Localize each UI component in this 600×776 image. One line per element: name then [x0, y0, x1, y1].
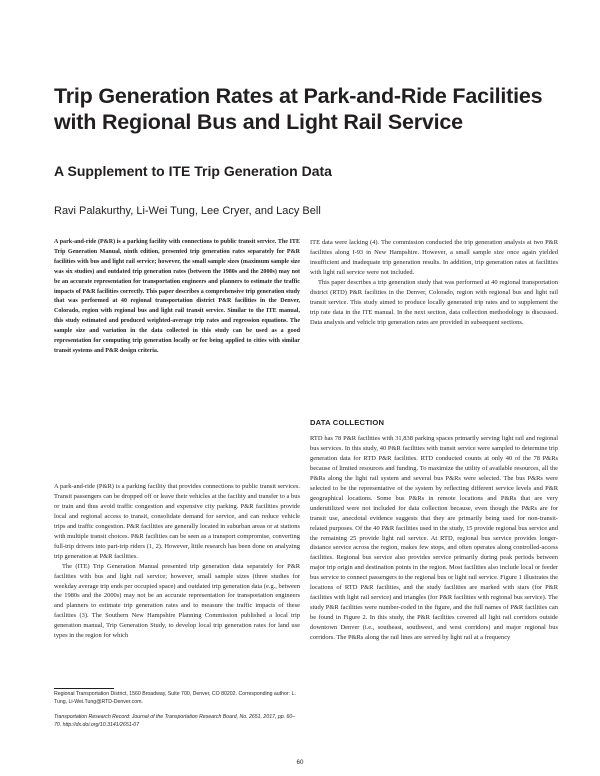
right-paragraph-2: This paper describes a trip generation study that was performed at 40 regional transportation district (RTD) P&R facilities in the Denver, Colorado, region with regional bus and light rail transit service. This study aimed to produce locally generated trip rates and to supplement the trip rate data in the ITE manual. In the next section, data collection methodology is discussed. Data analysis and vehicle trip generation rates are provided in subsequent sections.: [310, 278, 558, 326]
intro-body: [54, 482, 300, 641]
footnote-rule: [54, 688, 114, 689]
article-subtitle: A Supplement to ITE Trip Generation Data: [54, 163, 332, 179]
data-collection-paragraph: RTD has 78 P&R facilities with 31,838 parking spaces primarily serving light rail and regional bus services. In this study, 40 P&R facilities with transit service were sampled to determine trip generation data for RTD P&R facilities. RTD conducted counts at only 40 of the 78 P&Rs because of limited resources and funding. To maximize the utility of available resources, all the P&Rs along the light rail system and several bus P&Rs were selected. The bus P&Rs were selected to be the representative of the system by reflecting different service levels and P&R geographical locations. Some bus P&Rs in remote locations and P&Rs that are very underutilized were not included for data collection because, even though the P&Rs are for transit use, anecdotal evidence suggests that they are primarily being used for non-transit-related purposes. Of the 40 P&R facilities used in the study, 15 provide regional bus service and the remaining 25 provide light rail service. At RTD, regional bus service provides longer-distance service across the region, makes few stops, and often operates along controlled-access facilities. Regional bus service also provides service primarily during peak periods between major trip origin and destination points in the region. Most facilities also include local or feeder bus service to connect passengers to the regional bus or light rail service. Figure 1 illustrates the locations of RTD P&R facilities, and the study facilities are marked with stars (for P&R facilities with light rail service) and triangles (for P&R facilities with regional bus service). The study P&R facilities were number-coded in the figure, and the full names of P&R facilities can be found in Figure 2. In this study, the P&R facilities covered all light rail corridors outside downtown Denver (i.e., southeast, southwest, and west corridors) and major regional bus corridors. The P&Rs along the rail lines are served by light rail at a frequency: [310, 435, 558, 642]
footnote-affiliation: Regional Transportation District, 1560 Broadway, Suite 700, Denver, CO 80202. Corresponding author: L. Tung, Li-Wei.Tung@RTD-Denver.com.: [54, 691, 296, 706]
intro-paragraph-1: A park-and-ride (P&R) is a parking facility that provides connections to public transit services. Transit passengers can be dropped off or leave their vehicles at the facility and transfer to a bus or train and thus avoid traffic congestion and expensive city parking. P&R facilities provide local and regional access to transit, consolidate demand for service, and can reduce vehicle trips and traffic congestion. P&R facilities are generally located in suburban areas or at stations with multiple transit choices. P&R facilities can be seen as a transport compromise, converting full-trip drivers into part-trip riders (1, 2). However, little research has been done on analyzing trip generation at P&R facilities.: [54, 483, 300, 560]
right-column-top: [310, 238, 558, 328]
abstract-column: [54, 238, 300, 357]
data-collection-body: [310, 434, 558, 643]
footnote-citation: Transportation Research Record: Journal of the Transportation Research Board, No. 2651, 2017, pp. 60–70. http://dx.doi.org/10.3141/2651-07: [54, 714, 296, 729]
abstract-text: A park-and-ride (P&R) is a parking facility with connections to public transit service. The ITE Trip Generation Manual, ninth edition, presented trip generation rates separately for P&R facilities with bus and light rail service; however, the small sample sizes (maximum sample size was six studies) and outdated trip generation rates (between the 1980s and the 2000s) may not be an accurate representation for transportation engineers and planners to estimate the traffic impacts of P&R facilities correctly. This paper describes a comprehensive trip generation study that was performed at 40 regional transportation district P&R facilities in the Denver, Colorado, region with regional bus and light rail transit service. Similar to the ITE manual, this study estimated and produced weighted-average trip rates and regression equations. The sample size and variation in the data collected in this study can be used as a good representation for computing trip generation locally or for being applied to cities with similar transit systems and P&R design criteria.: [54, 239, 300, 354]
article-title: Trip Generation Rates at Park-and-Ride Facilities with Regional Bus and Light Rail Service: [54, 84, 543, 134]
intro-paragraph-2: The (ITE) Trip Generation Manual presented trip generation data separately for P&R facilities with bus and light rail service; however, small sample sizes (three studies for weekday average trip ends per occupied space) and outdated trip generation data (e.g., between the 1980s and the 2000s) may not be an accurate representation for transportation engineers and planners to estimate trip generation rates and to measure the traffic impacts of these facilities (3). The Southern New Hampshire Planning Commission published a local trip generation manual, Trip Generation Study, to develop local trip generation rates for land use types in the region for which: [54, 562, 300, 640]
page-number: 60: [296, 759, 304, 766]
author-list: Ravi Palakurthy, Li-Wei Tung, Lee Cryer, and Lacy Bell: [54, 205, 321, 217]
section-heading: DATA COLLECTION: [310, 418, 385, 427]
right-paragraph-1: ITE data were lacking (4). The commission conducted the trip generation analysis at two P&R facilities along I-93 in New Hampshire. However, a small sample size once again yielded insufficient and inadequate trip generation results. In addition, trip generation rates at facilities with light rail service were not included.: [310, 239, 558, 276]
